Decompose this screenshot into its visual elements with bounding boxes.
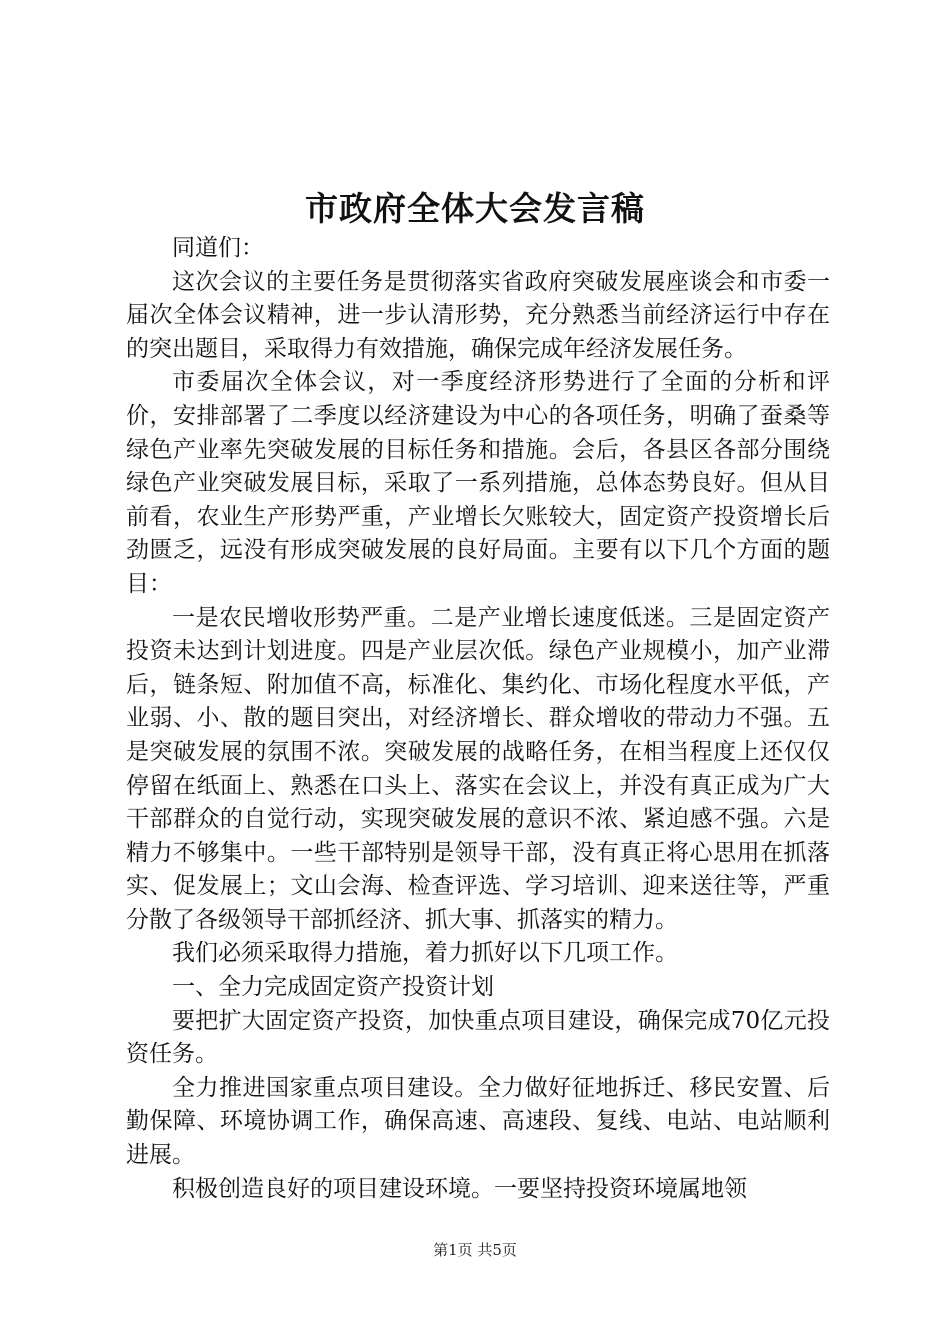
paragraph-2: 市委届次全体会议，对一季度经济形势进行了全面的分析和评价，安排部署了二季度以经济建设为中心的各项任务，明确了蚕桑等绿色产业率先突破发展的目标任务和措施。会后，各县区各部分围绕绿色产业突破发展目标，采取了一系列措施，总体态势良好。但从目前看，农业生产形势严重，产业增长欠账较大，固定资产投资增长后劲匮乏，远没有形成突破发展的良好局面。主要有以下几个方面的题目：	[126, 369, 830, 597]
page-number-footer: 第1页 共5页	[433, 1241, 517, 1259]
paragraph-1: 这次会议的主要任务是贯彻落实省政府突破发展座谈会和市委一届次全体会议精神，进一步认清形势，充分熟悉当前经济运行中存在的突出题目，采取得力有效措施，确保完成年经济发展任务。	[126, 268, 830, 362]
paragraph-7: 积极创造良好的项目建设环境。一要坚持投资环境属地领	[172, 1175, 747, 1202]
paragraph-6: 全力推进国家重点项目建设。全力做好征地拆迁、移民安置、后勤保障、环境协调工作，确保高速、高速段、复线、电站、电站顺利进展。	[126, 1074, 830, 1169]
paragraph-4: 我们必须采取得力措施，着力抓好以下几项工作。	[172, 940, 678, 967]
document-title: 市政府全体大会发言稿	[305, 189, 645, 228]
document-body	[126, 232, 830, 1206]
paragraph-3: 一是农民增收形势严重。二是产业增长速度低迷。三是固定资产投资未达到计划进度。四是产业层次低。绿色产业规模小，加产业滞后，链条短、附加值不高，标准化、集约化、市场化程度水平低，产业弱、小、散的题目突出，对经济增长、群众增收的带动力不强。五是突破发展的氛围不浓。突破发展的战略任务，在相当程度上还仅仅停留在纸面上、熟悉在口头上、落实在会议上，并没有真正成为广大干部群众的自觉行动，实现突破发展的意识不浓、紧迫感不强。六是精力不够集中。一些干部特别是领导干部，没有真正将心思用在抓落实、促发展上；文山会海、检查评选、学习培训、迎来送往等，严重分散了各级领导干部抓经济、抓大事、抓落实的精力。	[126, 604, 830, 933]
salutation: 同道们：	[172, 235, 264, 261]
paragraph-5: 要把扩大固定资产投资，加快重点项目建设，确保完成70亿元投资任务。	[126, 1007, 830, 1068]
section-heading-1: 一、全力完成固定资产投资计划	[172, 974, 494, 1001]
